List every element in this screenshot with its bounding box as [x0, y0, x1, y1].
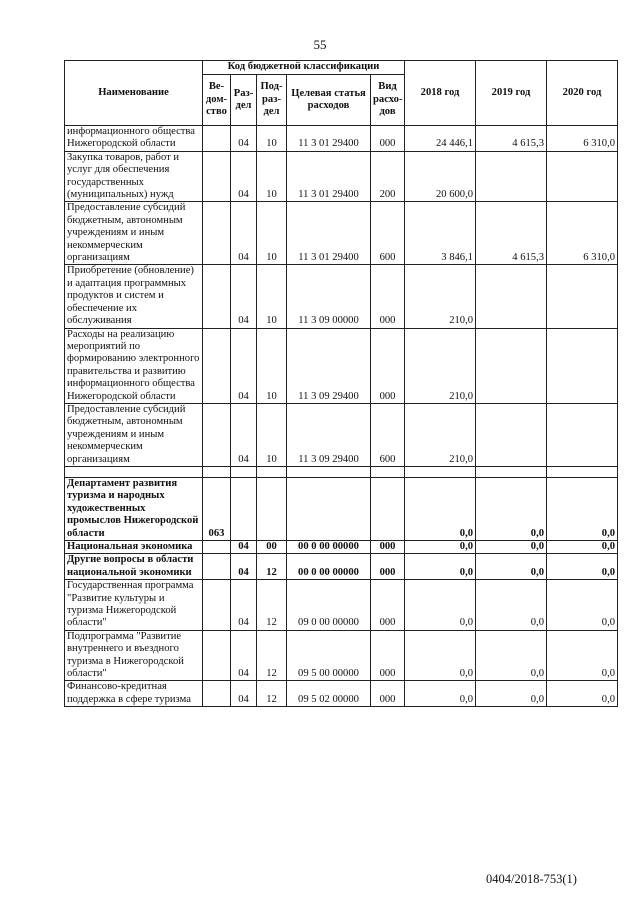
- header-2018: 2018 год: [405, 61, 476, 126]
- cell-2019: 0,0: [476, 477, 547, 540]
- table-body: [65, 126, 618, 707]
- cell-podrazdel: [257, 466, 287, 477]
- table-row: [65, 265, 618, 328]
- header-target-article: Целевая статья расходов: [287, 75, 371, 126]
- cell-podrazdel: 10: [257, 151, 287, 202]
- cell-target-article: 09 5 02 00000: [287, 681, 371, 707]
- cell-expense-type: 000: [371, 554, 405, 580]
- cell-podrazdel: 10: [257, 265, 287, 328]
- cell-2018: 0,0: [405, 477, 476, 540]
- cell-target-article: [287, 466, 371, 477]
- cell-vedomstvo: [203, 202, 231, 265]
- cell-2020: 6 310,0: [547, 202, 618, 265]
- cell-razdel: [231, 466, 257, 477]
- cell-2020: [547, 328, 618, 403]
- table-row: [65, 630, 618, 681]
- cell-razdel: 04: [231, 126, 257, 152]
- cell-2018: 210,0: [405, 328, 476, 403]
- cell-2018: 0,0: [405, 681, 476, 707]
- table-row: [65, 202, 618, 265]
- cell-razdel: 04: [231, 151, 257, 202]
- cell-razdel: 04: [231, 630, 257, 681]
- header-2020: 2020 год: [547, 61, 618, 126]
- cell-2019: 4 615,3: [476, 202, 547, 265]
- cell-expense-type: 000: [371, 328, 405, 403]
- cell-name: Приобретение (обновление) и адаптация программных продуктов и систем и обеспечение их обслуживания: [65, 265, 203, 328]
- cell-expense-type: [371, 466, 405, 477]
- cell-2018: [405, 466, 476, 477]
- cell-razdel: 04: [231, 403, 257, 466]
- cell-target-article: 09 0 00 00000: [287, 580, 371, 631]
- cell-2019: 0,0: [476, 630, 547, 681]
- cell-name: Предоставление субсидий бюджетным, автономным учреждениям и иным некоммерческим организациям: [65, 403, 203, 466]
- header-razdel: Раз-дел: [231, 75, 257, 126]
- cell-expense-type: 000: [371, 541, 405, 554]
- cell-target-article: 00 0 00 00000: [287, 541, 371, 554]
- cell-podrazdel: 10: [257, 202, 287, 265]
- header-2019: 2019 год: [476, 61, 547, 126]
- cell-vedomstvo: [203, 126, 231, 152]
- table-row: [65, 151, 618, 202]
- cell-podrazdel: 12: [257, 554, 287, 580]
- cell-razdel: 04: [231, 202, 257, 265]
- cell-name: Другие вопросы в области национальной экономики: [65, 554, 203, 580]
- table-row: [65, 403, 618, 466]
- cell-2020: 0,0: [547, 580, 618, 631]
- cell-expense-type: 200: [371, 151, 405, 202]
- header-expense-type: Вид расхо-дов: [371, 75, 405, 126]
- cell-2019: 0,0: [476, 554, 547, 580]
- cell-2020: [547, 265, 618, 328]
- cell-2020: 0,0: [547, 541, 618, 554]
- cell-expense-type: 000: [371, 580, 405, 631]
- cell-expense-type: 600: [371, 403, 405, 466]
- cell-target-article: 09 5 00 00000: [287, 630, 371, 681]
- cell-name: Расходы на реализацию мероприятий по формированию электронного правительства и развитию информационного общества Нижегородской области: [65, 328, 203, 403]
- cell-2018: 0,0: [405, 554, 476, 580]
- header-classification-group: Код бюджетной классификации: [203, 61, 405, 75]
- cell-2019: 0,0: [476, 541, 547, 554]
- cell-2019: [476, 466, 547, 477]
- cell-name: информационного общества Нижегородской области: [65, 126, 203, 152]
- cell-target-article: 11 3 01 29400: [287, 202, 371, 265]
- cell-vedomstvo: [203, 328, 231, 403]
- header-podrazdel: Под-раз-дел: [257, 75, 287, 126]
- header-name: Наименование: [65, 61, 203, 126]
- cell-2019: [476, 403, 547, 466]
- cell-name: Департамент развития туризма и народных художественных промыслов Нижегородской области: [65, 477, 203, 540]
- cell-expense-type: 000: [371, 630, 405, 681]
- cell-podrazdel: 10: [257, 126, 287, 152]
- cell-vedomstvo: [203, 541, 231, 554]
- table-row: [65, 580, 618, 631]
- cell-2019: 4 615,3: [476, 126, 547, 152]
- cell-razdel: 04: [231, 681, 257, 707]
- cell-2020: [547, 403, 618, 466]
- cell-2018: 20 600,0: [405, 151, 476, 202]
- cell-vedomstvo: [203, 580, 231, 631]
- cell-vedomstvo: [203, 681, 231, 707]
- table-row: [65, 541, 618, 554]
- spacer-row: [65, 466, 618, 477]
- cell-2020: [547, 466, 618, 477]
- cell-podrazdel: 00: [257, 541, 287, 554]
- cell-2018: 0,0: [405, 630, 476, 681]
- cell-razdel: 04: [231, 580, 257, 631]
- document-code: 0404/2018-753(1): [486, 872, 577, 886]
- cell-vedomstvo: [203, 265, 231, 328]
- cell-razdel: [231, 477, 257, 540]
- cell-razdel: 04: [231, 554, 257, 580]
- cell-2018: 0,0: [405, 541, 476, 554]
- cell-target-article: [287, 477, 371, 540]
- cell-target-article: 11 3 01 29400: [287, 126, 371, 152]
- cell-2020: 0,0: [547, 554, 618, 580]
- cell-expense-type: 000: [371, 126, 405, 152]
- cell-target-article: 11 3 09 29400: [287, 328, 371, 403]
- cell-expense-type: 000: [371, 265, 405, 328]
- cell-expense-type: 000: [371, 681, 405, 707]
- table-row: [65, 477, 618, 540]
- cell-2020: 0,0: [547, 630, 618, 681]
- cell-2018: 210,0: [405, 403, 476, 466]
- cell-2019: 0,0: [476, 580, 547, 631]
- cell-name: Национальная экономика: [65, 541, 203, 554]
- table-row: [65, 126, 618, 152]
- cell-name: Государственная программа "Развитие культуры и туризма Нижегородской области": [65, 580, 203, 631]
- cell-2018: 24 446,1: [405, 126, 476, 152]
- cell-vedomstvo: [203, 554, 231, 580]
- cell-vedomstvo: [203, 151, 231, 202]
- cell-name: Финансово-кредитная поддержка в сфере туризма: [65, 681, 203, 707]
- cell-podrazdel: 12: [257, 681, 287, 707]
- cell-name: Закупка товаров, работ и услуг для обеспечения государственных (муниципальных) нужд: [65, 151, 203, 202]
- cell-podrazdel: 10: [257, 328, 287, 403]
- cell-name: [65, 466, 203, 477]
- cell-2019: 0,0: [476, 681, 547, 707]
- cell-podrazdel: 12: [257, 630, 287, 681]
- cell-podrazdel: [257, 477, 287, 540]
- table-row: [65, 554, 618, 580]
- cell-2020: 0,0: [547, 681, 618, 707]
- cell-expense-type: 600: [371, 202, 405, 265]
- cell-razdel: 04: [231, 265, 257, 328]
- cell-name: Подпрограмма "Развитие внутреннего и въездного туризма в Нижегородской области": [65, 630, 203, 681]
- cell-target-article: 00 0 00 00000: [287, 554, 371, 580]
- cell-2020: 0,0: [547, 477, 618, 540]
- cell-vedomstvo: [203, 403, 231, 466]
- cell-2019: [476, 151, 547, 202]
- cell-2019: [476, 328, 547, 403]
- cell-2020: 6 310,0: [547, 126, 618, 152]
- cell-podrazdel: 12: [257, 580, 287, 631]
- cell-razdel: 04: [231, 541, 257, 554]
- cell-razdel: 04: [231, 328, 257, 403]
- page-number: 55: [313, 37, 327, 52]
- cell-expense-type: [371, 477, 405, 540]
- cell-target-article: 11 3 09 00000: [287, 265, 371, 328]
- cell-vedomstvo: [203, 466, 231, 477]
- table-row: [65, 328, 618, 403]
- cell-target-article: 11 3 01 29400: [287, 151, 371, 202]
- cell-2018: 0,0: [405, 580, 476, 631]
- cell-2019: [476, 265, 547, 328]
- header-vedomstvo: Ве-дом-ство: [203, 75, 231, 126]
- cell-vedomstvo: 063: [203, 477, 231, 540]
- cell-target-article: 11 3 09 29400: [287, 403, 371, 466]
- budget-table: [64, 60, 618, 707]
- cell-2018: 3 846,1: [405, 202, 476, 265]
- table-header: [65, 61, 618, 126]
- cell-vedomstvo: [203, 630, 231, 681]
- cell-podrazdel: 10: [257, 403, 287, 466]
- table-row: [65, 681, 618, 707]
- cell-2018: 210,0: [405, 265, 476, 328]
- cell-name: Предоставление субсидий бюджетным, автономным учреждениям и иным некоммерческим организациям: [65, 202, 203, 265]
- cell-2020: [547, 151, 618, 202]
